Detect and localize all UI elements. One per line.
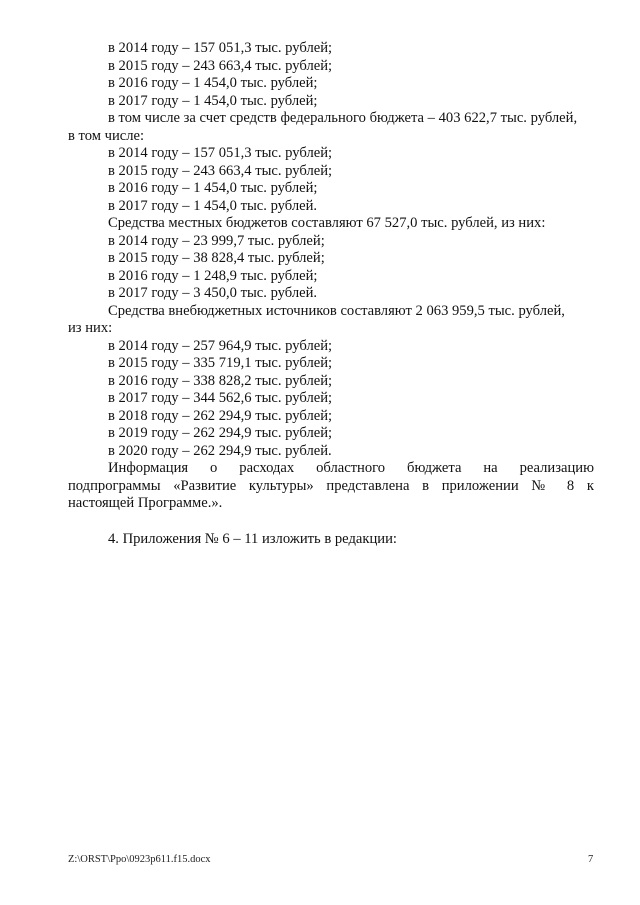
amount-line: в 2014 году – 157 051,3 тыс. рублей; — [108, 145, 333, 161]
amount-line: в 2016 году – 1 248,9 тыс. рублей; — [108, 267, 318, 284]
footer-file-path: Z:\ORST\Ppo\0923p611.f15.docx — [68, 854, 211, 865]
info-paragraph-line: Информация о расходах областного бюджета на реализацию — [108, 460, 594, 476]
info-paragraph-line: подпрограммы «Развитие культуры» представлена в приложении № 8 к — [68, 477, 594, 494]
amount-line: в 2020 году – 262 294,9 тыс. рублей. — [108, 442, 332, 459]
amount-line: в 2017 году – 1 454,0 тыс. рублей. — [108, 197, 318, 214]
amount-line: в 2017 году – 3 450,0 тыс. рублей. — [108, 285, 318, 301]
amount-line: в 2016 году – 1 454,0 тыс. рублей; — [108, 180, 318, 196]
item-4-heading: 4. Приложения № 6 – 11 изложить в редакции: — [108, 530, 397, 547]
amount-line: в 2015 году – 38 828,4 тыс. рублей; — [108, 250, 325, 266]
amount-line: в 2018 году – 262 294,9 тыс. рублей; — [108, 407, 333, 424]
amount-line: в 2015 году – 243 663,4 тыс. рублей; — [108, 162, 333, 179]
local-budget-intro: Средства местных бюджетов составляют 67 527,0 тыс. рублей, из них: — [108, 215, 546, 231]
offbudget-intro: Средства внебюджетных источников составляют 2 063 959,5 тыс. рублей, — [108, 302, 565, 319]
amount-line: в 2014 году – 157 051,3 тыс. рублей; — [108, 40, 333, 56]
amount-line: в 2014 году – 23 999,7 тыс. рублей; — [108, 232, 325, 249]
paragraph-gap — [68, 513, 594, 531]
amount-line: в 2015 году – 243 663,4 тыс. рублей; — [108, 57, 333, 74]
amount-line: в 2017 году – 344 562,6 тыс. рублей; — [108, 390, 333, 406]
amount-line: в 2019 году – 262 294,9 тыс. рублей; — [108, 425, 333, 441]
document-body — [68, 40, 594, 548]
amount-line: в 2016 году – 338 828,2 тыс. рублей; — [108, 372, 333, 389]
amount-line: в 2016 году – 1 454,0 тыс. рублей; — [108, 75, 318, 91]
info-paragraph-line: настоящей Программе.». — [68, 495, 223, 511]
amount-line: в 2014 году – 257 964,9 тыс. рублей; — [108, 337, 333, 354]
amount-line: в 2015 году – 335 719,1 тыс. рублей; — [108, 355, 333, 371]
federal-budget-intro: в том числе за счет средств федерального бюджета – 403 622,7 тыс. рублей, — [108, 110, 578, 126]
offbudget-intro-cont: из них: — [68, 320, 113, 336]
amount-line: в 2017 году – 1 454,0 тыс. рублей; — [108, 92, 318, 109]
federal-budget-intro-cont: в том числе: — [68, 127, 145, 144]
page-number: 7 — [588, 854, 594, 865]
